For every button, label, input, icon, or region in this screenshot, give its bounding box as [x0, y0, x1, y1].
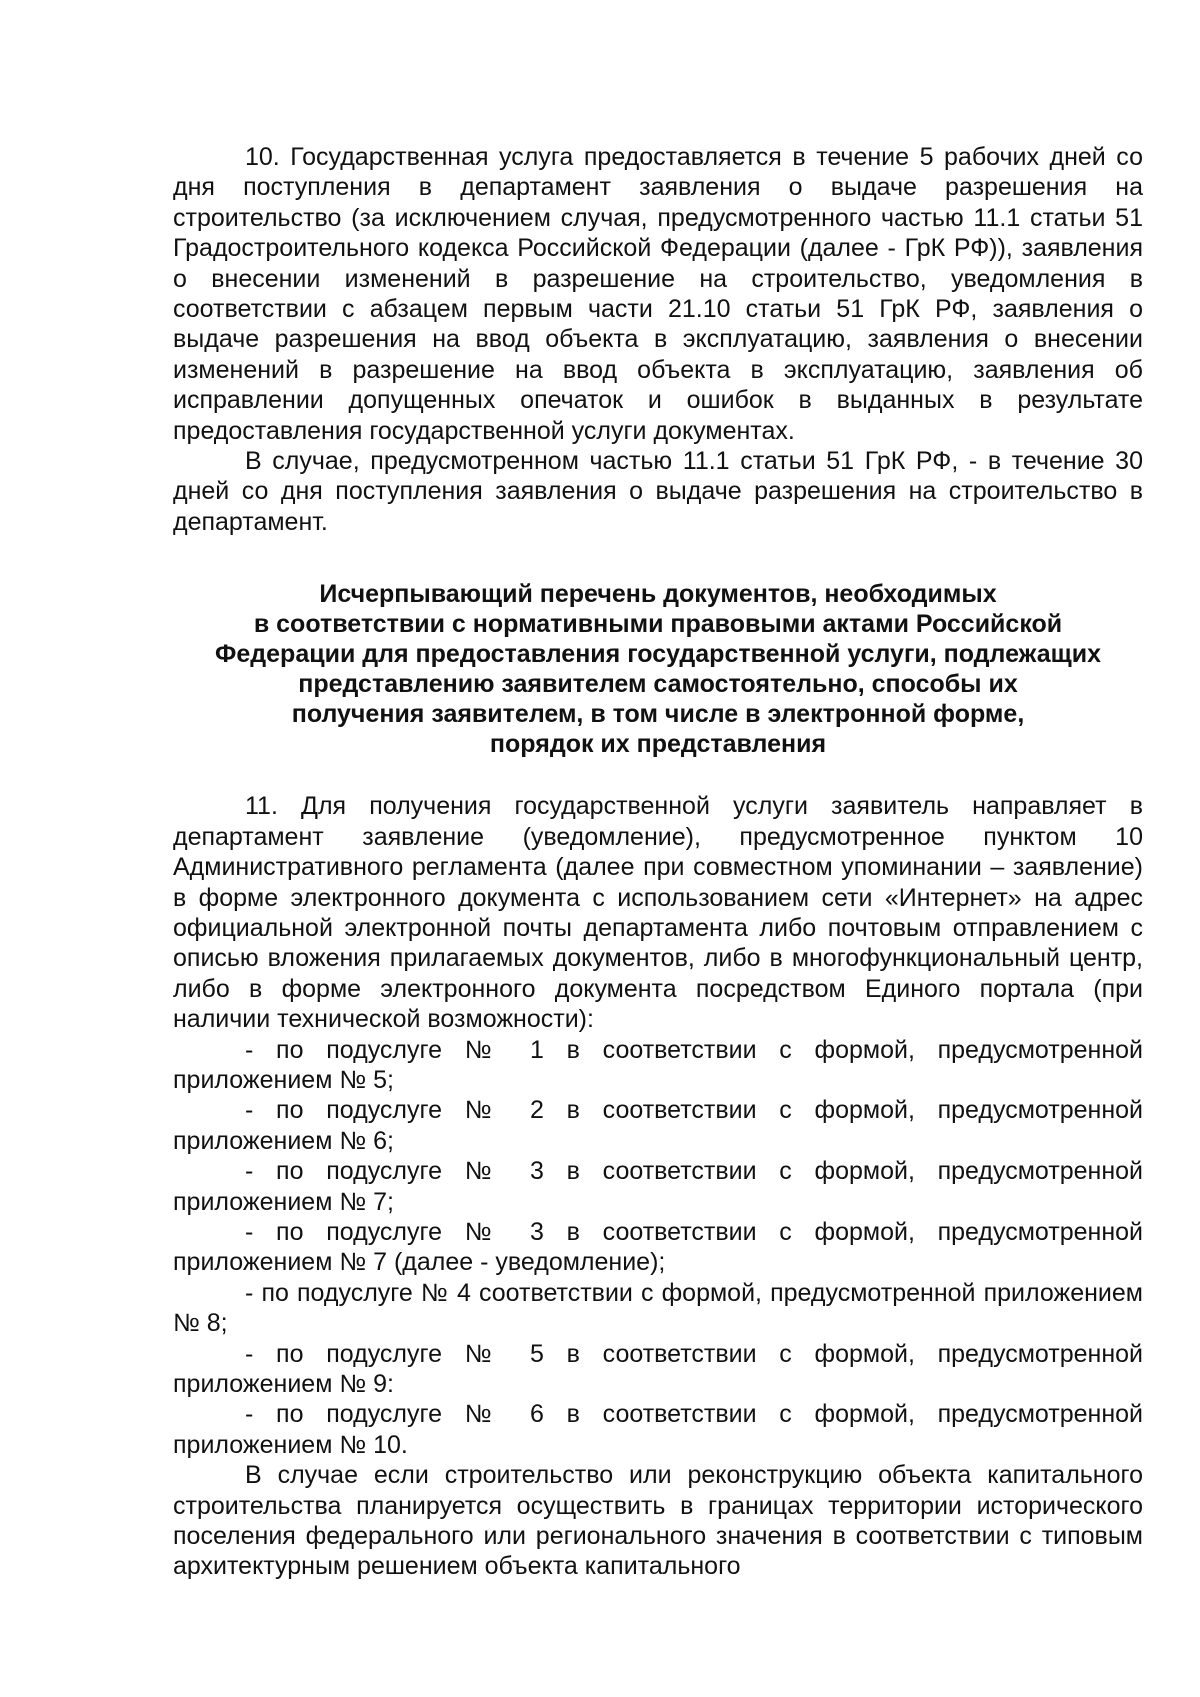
heading-line: порядок их представления	[489, 730, 827, 759]
heading-line: Исчерпывающий перечень документов, необходимых	[319, 580, 997, 609]
heading-line: в соответствии с нормативными правовыми актами Российской	[253, 610, 1063, 639]
list-item-subservice-5: - по подуслуге № 5 в соответствии с формой, предусмотренной приложением № 9:	[173, 1339, 1143, 1398]
list-item-subservice-2: - по подуслуге № 2 в соответствии с формой, предусмотренной приложением № 6;	[173, 1096, 1143, 1155]
list-item-subservice-4: - по подуслуге № 4 соответствии с формой, предусмотренной приложением № 8;	[173, 1278, 1143, 1338]
list-item-subservice-6: - по подуслуге № 6 в соответствии с формой, предусмотренной приложением № 10.	[173, 1400, 1143, 1459]
list-item-subservice-3-notice: - по подуслуге № 3 в соответствии с формой, предусмотренной приложением № 7 (далее - уведомление);	[173, 1217, 1143, 1277]
heading-line: Федерации для предоставления государственной услуги, подлежащих	[215, 640, 1101, 669]
paragraph-11: 11. Для получения государственной услуги заявитель направляет в департамент заявление (уведомление), предусмотренное пунктом 10 Административного регламента (далее при совместном упоминании – заявление) в форме электронного документа с использованием сети «Интернет» на адрес официальной электронной почты департамента либо почтовым отправлением с описью вложения прилагаемых документов, либо в многофункциональный центр, либо в форме электронного документа посредством Единого портала (при наличии технической возможности):	[173, 792, 1143, 1034]
list-item-subservice-3: - по подуслуге № 3 в соответствии с формой, предусмотренной приложением № 7;	[173, 1157, 1143, 1216]
paragraph-10: 10. Государственная услуга предоставляется в течение 5 рабочих дней со дня поступления в департамент заявления о выдаче разрешения на строительство (за исключением случая, предусмотренного частью 11.1 статьи 51 Градостроительного кодекса Российской Федерации (далее - ГрК РФ)), заявления о внесении изменений в разрешение на строительство, уведомления в соответствии с абзацем первым части 21.10 статьи 51 ГрК РФ, заявления о выдаче разрешения на ввод объекта в эксплуатацию, заявления о внесении изменений в разрешение на ввод объекта в эксплуатацию, заявления об исправлении допущенных опечаток и ошибок в выданных в результате предоставления государственной услуги документах.	[173, 143, 1143, 445]
list-item-subservice-1: - по подуслуге № 1 в соответствии с формой, предусмотренной приложением № 5;	[173, 1035, 1143, 1094]
heading-line: получения заявителем, в том числе в электронной форме,	[291, 700, 1025, 729]
document-body	[173, 142, 1143, 1582]
heading-line: представлению заявителем самостоятельно, способы их	[298, 670, 1018, 699]
section-heading	[173, 579, 1143, 759]
paragraph-historical-settlement: В случае если строительство или реконструкцию объекта капитального строительства планируется осуществить в границах территории исторического поселения федерального или регионального значения в соответствии с типовым архитектурным решением объекта капитального	[173, 1461, 1143, 1581]
paragraph-10-exception: В случае, предусмотренном частью 11.1 статьи 51 ГрК РФ, - в течение 30 дней со дня поступления заявления о выдаче разрешения на строительство в департамент.	[173, 447, 1143, 536]
